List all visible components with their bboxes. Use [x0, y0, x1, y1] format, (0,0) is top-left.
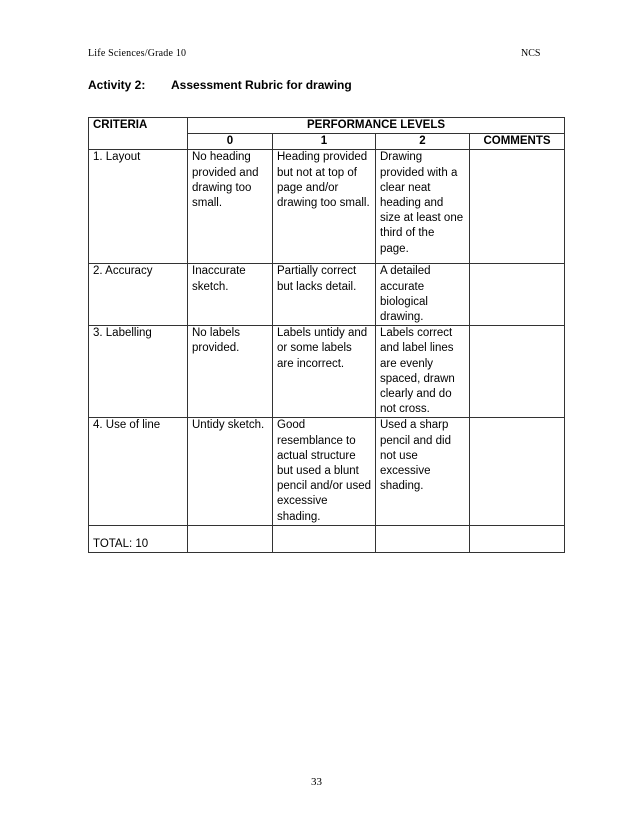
table-header-row	[89, 118, 565, 134]
total-level-2-cell	[376, 525, 470, 552]
level-1-cell: Labels untidy and or some labels are incorrect.	[273, 326, 376, 418]
activity-label: Activity 2:	[88, 78, 146, 92]
level-2-header: 2	[376, 134, 470, 150]
criteria-cell: 3. Labelling	[89, 326, 188, 418]
level-2-cell: A detailed accurate biological drawing.	[376, 264, 470, 326]
level-0-cell: No heading provided and drawing too small.	[188, 150, 273, 264]
criteria-header-spacer	[89, 134, 188, 150]
running-header-title: Life Sciences/Grade 10	[88, 48, 187, 59]
criteria-cell: 2. Accuracy	[89, 264, 188, 326]
total-label: TOTAL: 10	[89, 525, 188, 552]
level-1-cell: Heading provided but not at top of page and/or drawing too small.	[273, 150, 376, 264]
criteria-header: CRITERIA	[89, 118, 188, 134]
table-row	[89, 326, 565, 418]
page-number: 33	[311, 776, 322, 788]
performance-levels-header: PERFORMANCE LEVELS	[188, 118, 565, 134]
level-0-header: 0	[188, 134, 273, 150]
level-1-cell: Partially correct but lacks detail.	[273, 264, 376, 326]
level-1-header: 1	[273, 134, 376, 150]
total-level-0-cell	[188, 525, 273, 552]
table-row	[89, 150, 565, 264]
running-header-ncs: NCS	[521, 48, 541, 59]
comments-header: COMMENTS	[470, 134, 565, 150]
comments-cell	[470, 326, 565, 418]
total-level-1-cell	[273, 525, 376, 552]
criteria-cell: 4. Use of line	[89, 418, 188, 525]
level-0-cell: Untidy sketch.	[188, 418, 273, 525]
level-0-cell: Inaccurate sketch.	[188, 264, 273, 326]
level-1-cell: Good resemblance to actual structure but used a blunt pencil and/or used excessive shading.	[273, 418, 376, 525]
criteria-cell: 1. Layout	[89, 150, 188, 264]
comments-cell	[470, 418, 565, 525]
table-row	[89, 264, 565, 326]
assessment-rubric-table	[88, 117, 565, 553]
level-2-cell: Labels correct and label lines are evenly spaced, drawn clearly and do not cross.	[376, 326, 470, 418]
comments-cell	[470, 264, 565, 326]
level-2-cell: Used a sharp pencil and did not use excessive shading.	[376, 418, 470, 525]
activity-title: Assessment Rubric for drawing	[171, 78, 352, 92]
level-2-cell: Drawing provided with a clear neat heading and size at least one third of the page.	[376, 150, 470, 264]
comments-cell	[470, 150, 565, 264]
level-0-cell: No labels provided.	[188, 326, 273, 418]
total-row	[89, 525, 565, 552]
table-subheader-row	[89, 134, 565, 150]
total-comments-cell	[470, 525, 565, 552]
table-row	[89, 418, 565, 525]
